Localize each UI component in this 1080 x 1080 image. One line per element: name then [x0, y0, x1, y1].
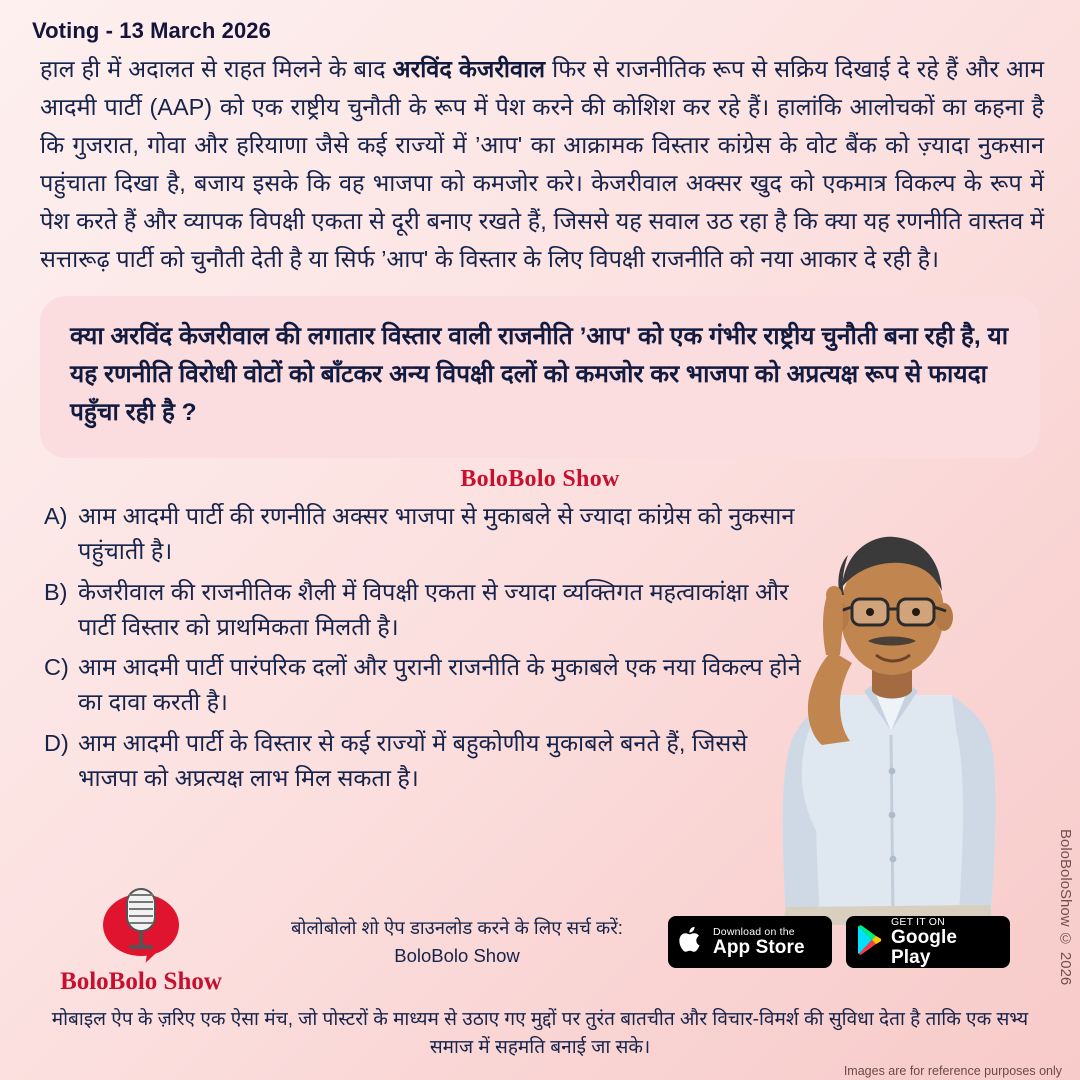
option-d-letter: D): [44, 729, 69, 756]
footer-tagline: मोबाइल ऐप के ज़रिए एक ऐसा मंच, जो पोस्टरों के माध्यम से उठाए गए मुद्दों पर तुरंत बातचीत और विचार-विमर्श की सुविधा देता है ताकि एक सभ्य समाज में सहमति बनाई जा सके।: [51, 1008, 1029, 1058]
option-d-text: आम आदमी पार्टी के विस्तार से कई राज्यों में बहुकोणीय मुकाबले बनते हैं, जिससे भाजपा को अप्रत्यक्ष लाभ मिल सकता है।: [78, 729, 748, 791]
option-a-text: आम आदमी पार्टी की रणनीति अक्सर भाजपा से मुकाबले से ज्यादा कांग्रेस को नुकसान पहुंचाती है।: [78, 503, 795, 565]
question-box: [40, 296, 1040, 458]
app-store-badge[interactable]: [668, 916, 832, 968]
option-c-letter: C): [44, 654, 69, 681]
copyright-notice: BoloBoloShow © 2026: [1057, 828, 1074, 985]
app-promo-text: [256, 914, 668, 970]
option-c-text: आम आदमी पार्टी पारंपरिक दलों और पुरानी राजनीति के मुकाबले एक नया विकल्प होने का दावा करती है।: [78, 654, 801, 716]
option-b-letter: B): [44, 578, 68, 605]
intro-text-part1: हाल ही में अदालत से राहत मिलने के बाद: [40, 56, 393, 82]
brand-logo-text: BoloBolo Show: [60, 968, 222, 995]
option-a[interactable]: [44, 499, 808, 569]
page-title: Voting - 13 March 2026: [32, 18, 271, 43]
apple-icon: [678, 925, 704, 960]
microphone-bubble-icon: [95, 888, 187, 966]
option-b-text: केजरीवाल की राजनीतिक शैली में विपक्षी एकता से ज्यादा व्यक्तिगत महत्वाकांक्षा और पार्टी विस्तार को प्राथमिकता मिलती है।: [78, 578, 789, 640]
option-d[interactable]: [44, 726, 808, 796]
option-b[interactable]: [44, 575, 808, 645]
option-c[interactable]: [44, 650, 808, 720]
options-list: [18, 499, 808, 795]
google-play-small-label: GET IT ON: [891, 915, 945, 928]
app-promo-line1: बोलोबोलो शो ऐप डाउनलोड करने के लिए सर्च करें:: [291, 917, 623, 939]
question-text: क्या अरविंद केजरीवाल की लगातार विस्तार वाली राजनीति ’आप' को एक गंभीर राष्ट्रीय चुनौती बना रही है, या यह रणनीति विरोधी वोटों को बाँटकर अन्य विपक्षी दलों को कमजोर कर भाजपा को अप्रत्यक्ष रूप से फायदा पहुँचा रही है ?: [70, 323, 1009, 427]
google-play-big-label: Google Play: [891, 926, 958, 968]
intro-text-part2: फिर से राजनीतिक रूप से सक्रिय दिखाई दे रहे हैं और आम आदमी पार्टी (AAP) को एक राष्ट्रीय चुनौती के रूप में पेश करने की कोशिश कर रहे हैं। हालांकि आलोचकों का कहना है कि गुजरात, गोवा और हरियाणा जैसे कई राज्यों में ’आप' का आक्रामक विस्तार कांग्रेस के वोट बैंक को ज़्यादा नुकसान पहुंचाता दिखा है, बजाय इसके कि वह भाजपा को कमजोर करे। केजरीवाल अक्सर खुद को एकमात्र विकल्प के रूप में पेश करते हैं और व्यापक विपक्षी एकता से दूरी बनाए रखते हैं, जिससे यह सवाल उठ रहा है कि क्या यह रणनीति वास्तव में सत्तारूढ़ पार्टी को चुनौती देती है या सिर्फ ’आप' के विस्तार के लिए विपक्षी राजनीति को नया आकार दे रही है।: [40, 56, 1045, 273]
footer: [0, 882, 1080, 1002]
option-a-letter: A): [44, 503, 68, 530]
app-store-big-label: App Store: [713, 936, 805, 958]
intro-paragraph: [18, 50, 1062, 278]
image-disclaimer: Images are for reference purposes only: [843, 1064, 1062, 1078]
intro-highlight-name: अरविंद केजरीवाल: [392, 56, 546, 82]
app-store-small-label: Download on the: [713, 925, 795, 938]
brand-logo: [26, 888, 256, 996]
app-promo-line2: BoloBolo Show: [394, 945, 520, 966]
google-play-icon: [856, 925, 882, 960]
politician-photo: [760, 495, 1050, 925]
brand-watermark: BoloBolo Show: [460, 466, 620, 493]
store-badges: [668, 916, 1054, 968]
google-play-badge[interactable]: [846, 916, 1010, 968]
